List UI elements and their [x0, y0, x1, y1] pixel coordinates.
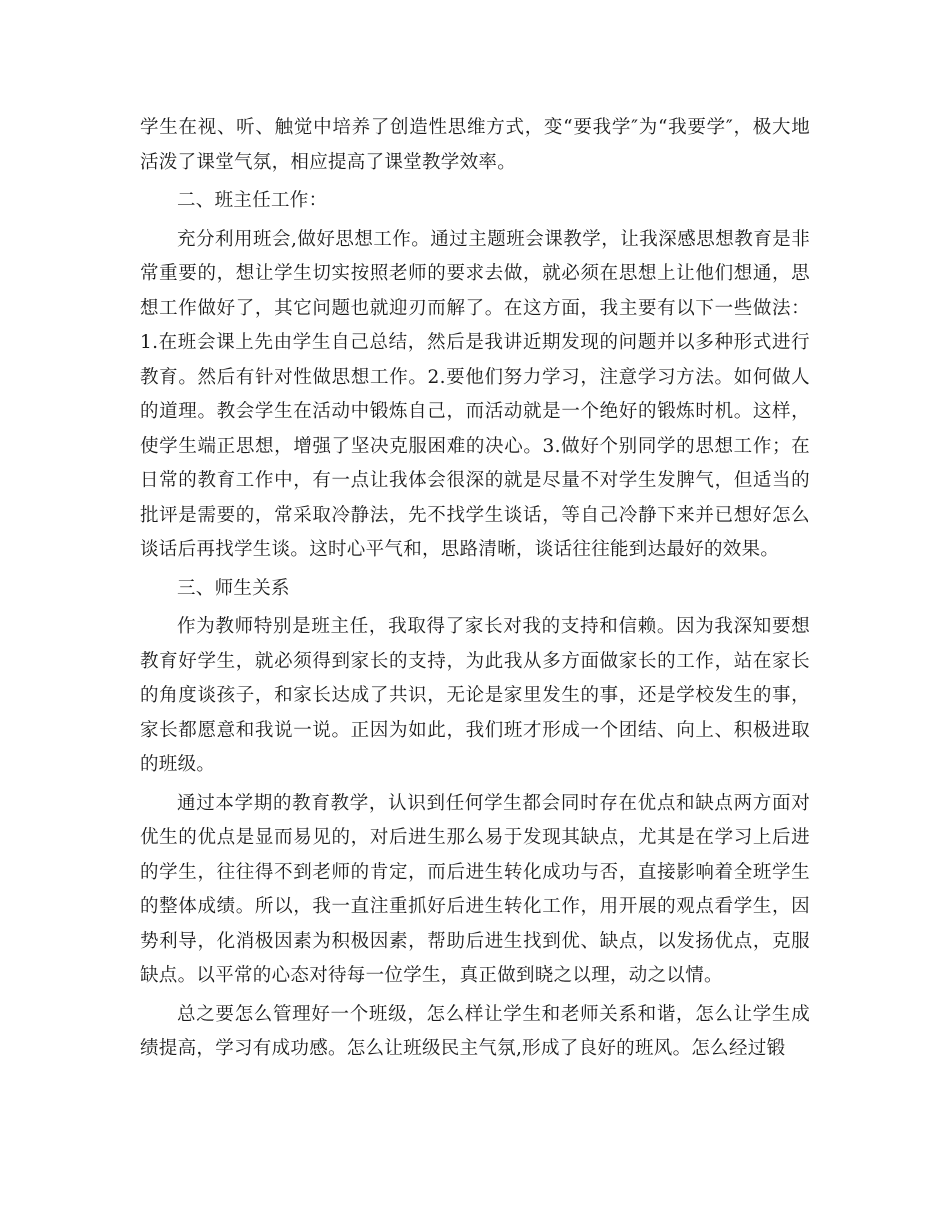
section-heading-class-teacher-work: 二、班主任工作：	[177, 190, 328, 211]
paragraph-class-meeting: 充分利用班会,做好思想工作。通过主题班会课教学，让我深感思想教育是非常重要的，想让学生切实按照老师的要求去做，就必须在思想上让他们想通，思想工作做好了，其它问题也就迎刃而解了。在这方面，我主要有以下一些做法：1.在班会课上先由学生自己总结，然后是我讲近期发现的问题并以多种形式进行教育。然后有针对性做思想工作。2.要他们努力学习，注意学习方法。如何做人的道理。教会学生在活动中锻炼自己，而活动就是一个绝好的锻炼时机。这样，使学生端正思想，增强了坚决克服困难的决心。3.做好个别同学的思想工作；在日常的教育工作中，有一点让我体会很深的就是尽量不对学生发脾气，但适当的批评是需要的，常采取冷静法，先不找学生谈话，等自己冷静下来并已想好怎么谈话后再找学生谈。这时心平气和，思路清晰，谈话往往能到达最好的效果。	[140, 228, 810, 560]
paragraph-underachiever-transformation: 通过本学期的教育教学，认识到任何学生都会同时存在优点和缺点两方面对优生的优点是显而易见的，对后进生那么易于发现其缺点，尤其是在学习上后进的学生，往往得不到老师的肯定，而后进生转化成功与否，直接影响着全班学生的整体成绩。所以，我一直注重抓好后进生转化工作，用开展的观点看学生，因势利导，化消极因素为积极因素，帮助后进生找到优、缺点，以发扬优点，克服缺点。以平常的心态对待每一位学生，真正做到晓之以理，动之以情。	[140, 792, 810, 986]
paragraph-summary: 总之要怎么管理好一个班级，怎么样让学生和老师关系和谐，怎么让学生成绩提高，学习有成功感。怎么让班级民主气氛,形成了良好的班风。怎么经过锻	[140, 1003, 810, 1059]
paragraph-parent-support: 作为教师特别是班主任，我取得了家长对我的支持和信赖。因为我深知要想教育好学生，就必须得到家长的支持，为此我从多方面做家长的工作，站在家长的角度谈孩子，和家长达成了共识，无论是家里发生的事，还是学校发生的事，家长都愿意和我说一说。正因为如此，我们班才形成一个团结、向上、积极进取的班级。	[140, 616, 810, 775]
paragraph-continuation: 学生在视、听、触觉中培养了创造性思维方式，变“要我学″为“我要学″，极大地活泼了课堂气氛，相应提高了课堂教学效率。	[140, 117, 810, 173]
document-body	[140, 111, 810, 1067]
section-heading-teacher-student-relations: 三、师生关系	[177, 577, 290, 599]
